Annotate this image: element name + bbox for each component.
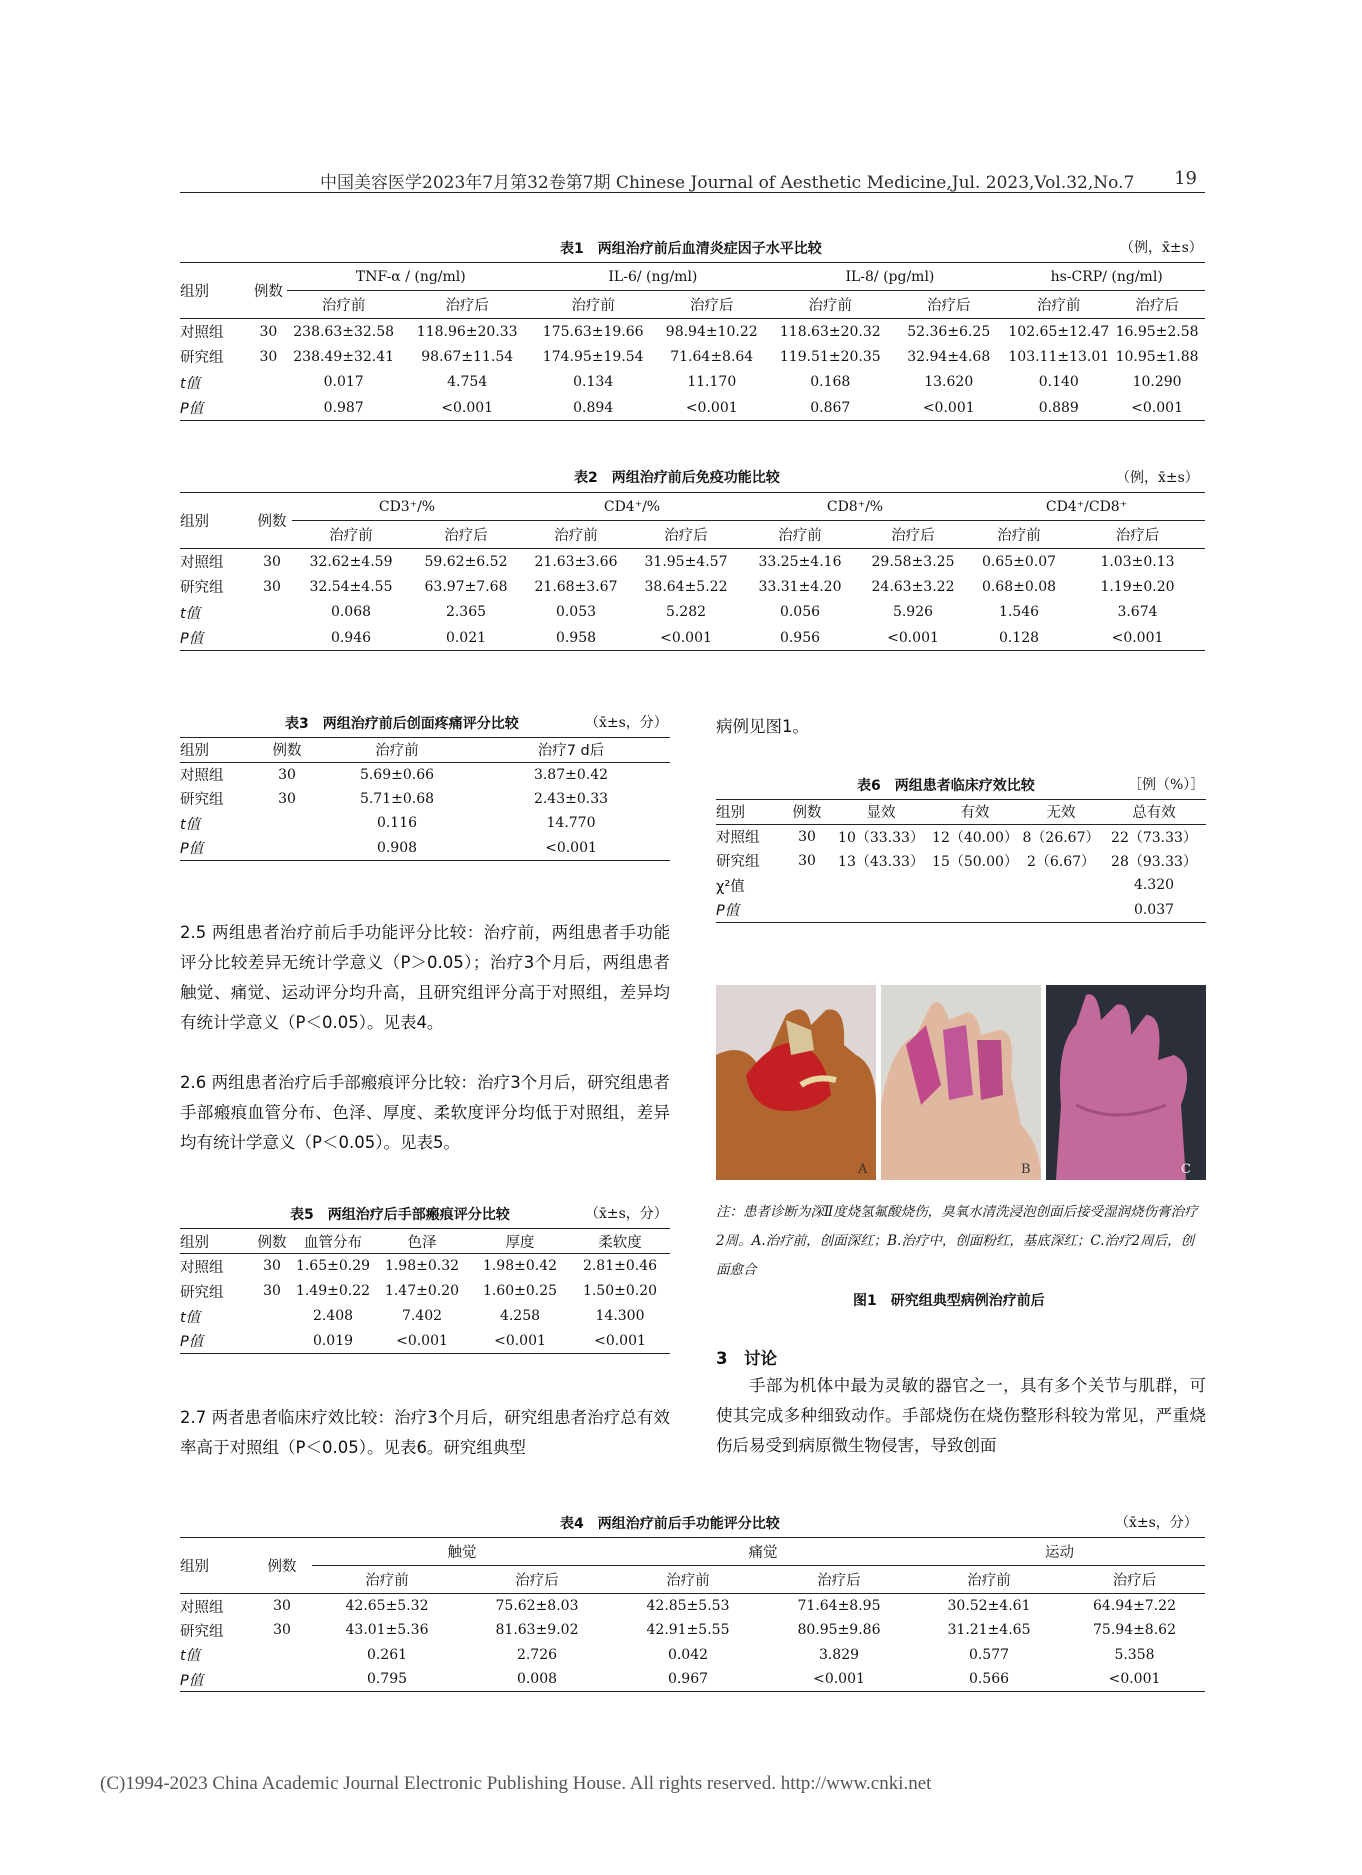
table4-cell: 31.21±4.65 (947, 1622, 1031, 1639)
table4-cell: 0.566 (968, 1671, 1010, 1687)
table3 (180, 737, 670, 861)
table2-header-n: 例数 (252, 493, 292, 549)
running-header (180, 168, 1205, 194)
table6-cell (930, 873, 1020, 898)
table4-cell: P值 (180, 1672, 204, 1689)
table4-cell: 5.358 (1114, 1646, 1155, 1663)
table1-cell: P值 (180, 401, 204, 417)
table5-cell: <0.001 (494, 1332, 546, 1349)
table5-cell: 30 (263, 1283, 281, 1299)
table1-cell: 98.94±10.22 (665, 323, 758, 340)
table-row (180, 1594, 1205, 1619)
table4-cell: 0.261 (366, 1646, 408, 1663)
figure-label-b: B (1021, 1162, 1031, 1177)
para-2-7-continued: 病例见图1。 (716, 717, 809, 736)
table-row (716, 824, 1206, 849)
table2-cell: 0.021 (445, 629, 487, 646)
table1-cell: 0.140 (1038, 374, 1079, 391)
table2-cell: 33.25±4.16 (758, 553, 842, 570)
page-number: 19 (1174, 168, 1197, 189)
table6-cell: 对照组 (716, 830, 760, 846)
table2-cell: t值 (180, 605, 201, 622)
table3-cell: 2.43±0.33 (533, 790, 609, 807)
table2-cell: P值 (180, 631, 204, 647)
table1-cell: 对照组 (180, 325, 224, 341)
table5-cell (252, 1304, 292, 1329)
table2-cell: 0.956 (779, 629, 821, 646)
table1-cell: 175.63±19.66 (542, 323, 644, 340)
table2-cell: 0.946 (330, 629, 372, 646)
table5-cell: 2.408 (312, 1308, 354, 1324)
table2-cell: 0.056 (779, 604, 821, 621)
table6-cell: P值 (716, 903, 740, 919)
table6-header-cell: 组别 (716, 805, 745, 822)
table4-cell: 43.01±5.36 (345, 1622, 429, 1639)
table-row (180, 1618, 1205, 1643)
table4-cell: 30 (273, 1598, 291, 1614)
section-3-text: 手部为机体中最为灵敏的器官之一，具有多个关节与肌群，可使其完成多种细致动作。手部烧伤在烧伤整形科较为常见，严重烧伤后易受到病原微生物侵害，导致创面 (716, 1376, 1206, 1455)
table1-cell: 30 (259, 323, 278, 340)
table5-cell: <0.001 (594, 1332, 646, 1349)
table6-header-cell: 有效 (960, 805, 990, 822)
table2-cell: 0.053 (555, 604, 597, 621)
table2: 组别 例数 CD3⁺/% CD4⁺/% CD8⁺/% CD4⁺/CD8⁺ 治疗前 治疗后 治疗前 治疗后 治疗前 治疗后 治疗前 治疗后 对照组 30 32.62±4.59 59.62±6.52 21.63±3.66 31.95±4.57 33.25±4.16 29.58±3.25 0.65±0.07 1.03±0.13 研究组 30 32.54±4.55 63.97±7.68 21.68±3.67 38.64±5.22 33.31±4.20 24.63±3.22 0.68±0.08 1.19±0.20 t值 0.068 2.365 0.053 5.282 0.056 5.926 1.546 3.674 P值 0.946 0.021 0.958 <0.001 0.956 <0.001 0.128 <0.001 (180, 492, 1205, 651)
table-row (180, 1254, 670, 1279)
table-row (716, 849, 1206, 874)
table2-unit: （例，x̄±s） (1116, 470, 1199, 486)
table5-cell: <0.001 (396, 1332, 448, 1349)
table4-cell: <0.001 (1108, 1671, 1161, 1687)
table4-cell: 71.64±8.95 (797, 1598, 881, 1614)
table1-header-crp: hs-CRP/ (ng/ml) (1008, 263, 1205, 291)
table6-cell: 30 (798, 852, 816, 869)
table4-cell: 2.726 (516, 1646, 558, 1663)
table1-cell: 238.49±32.41 (293, 348, 395, 365)
table4-header-n: 例数 (252, 1538, 312, 1594)
table3-cell: 0.116 (376, 815, 418, 832)
table-row (180, 549, 1205, 575)
table-row (180, 625, 1205, 651)
table6-cell (1020, 873, 1102, 898)
table1-header-il6: IL-6/ (ng/ml) (534, 263, 771, 291)
table-row (180, 1329, 670, 1354)
table1-cell (249, 370, 287, 396)
table4-cell: 对照组 (180, 1599, 224, 1616)
table4-cell: 3.829 (818, 1646, 860, 1663)
table5-cell: 30 (263, 1258, 281, 1275)
table3-header-cell: 例数 (272, 743, 302, 760)
table6-cell: 4.320 (1133, 877, 1175, 894)
figure-photo-c (1046, 985, 1206, 1180)
figure-photo-a (716, 985, 876, 1180)
table4: 组别 例数 触觉 痛觉 运动 治疗前 治疗后 治疗前 治疗后 治疗前 治疗后 对照组 30 42.65±5.32 75.62±8.03 42.85±5.53 71.64±8.95 30.52±4.61 64.94±7.22 研究组 30 43.01±5.36 81.63±9.02 42.91±5.55 80.95±9.86 31.21±4.65 75.94±8.62 t值 0.261 2.726 0.042 3.829 0.577 5.358 P值 0.795 0.008 0.967 <0.001 0.566 <0.001 (180, 1537, 1205, 1692)
journal-title: 中国美容医学2023年7月第32卷第7期 Chinese Journal of Aesthetic Medicine,Jul. 2023,Vol.32,No.7 (320, 173, 1135, 193)
table3-header-cell: 组别 (180, 743, 209, 760)
table4-cell: 0.967 (667, 1671, 709, 1687)
table1-cell: 16.95±2.58 (1115, 323, 1199, 340)
table2-cell: 研究组 (180, 580, 224, 597)
table1-cell: 0.017 (323, 374, 364, 391)
table1-header-n: 例数 (249, 263, 287, 319)
table-row (180, 787, 670, 812)
table1-cell: 0.894 (573, 399, 614, 416)
table3-cell: P值 (180, 841, 204, 857)
table2-cell: 59.62±6.52 (424, 553, 508, 570)
table5-header-cell: 血管分布 (304, 1234, 362, 1251)
table1-cell (249, 395, 287, 421)
table1-cell: 71.64±8.64 (670, 348, 754, 365)
para-2-6: 2.6 两组患者治疗后手部瘢痕评分比较：治疗3个月后，研究组患者手部瘢痕血管分布、色泽、厚度、柔软度评分均低于对照组，差异均有统计学意义（P＜0.05）。见表5。 (180, 1073, 670, 1152)
table6-header-cell: 无效 (1046, 805, 1076, 822)
table3-cell: 5.71±0.68 (359, 790, 435, 807)
para-2-7: 2.7 两者患者临床疗效比较：治疗3个月后，研究组患者治疗总有效率高于对照组（P＜0.05）。见表6。研究组典型 (180, 1408, 670, 1457)
table6-cell: 10（33.33） (838, 829, 924, 846)
table6-cell: 13（43.33） (838, 853, 924, 870)
table-row (180, 600, 1205, 626)
table6-cell (832, 898, 930, 923)
table2-cell: 0.128 (998, 629, 1040, 646)
table2-cell: 63.97±7.68 (424, 578, 508, 595)
table1-cell: 98.67±11.54 (421, 348, 514, 365)
table6-cell: 15（50.00） (932, 853, 1018, 870)
table1-cell: 研究组 (180, 350, 224, 367)
table-row (180, 344, 1205, 370)
table5-cell: 2.81±0.46 (582, 1258, 658, 1275)
table2-cell: 32.54±4.55 (309, 578, 393, 595)
table1-unit: （例，x̄±s） (1120, 240, 1203, 256)
table1-cell: 174.95±19.54 (542, 348, 644, 365)
table2-cell: 24.63±3.22 (871, 578, 955, 595)
figure-label-c: C (1181, 1162, 1191, 1177)
table2-cell: 5.926 (892, 604, 934, 621)
table-row (180, 574, 1205, 600)
table2-header-cd4: CD4⁺/% (522, 493, 742, 521)
table2-cell: 1.546 (998, 604, 1040, 621)
table4-header-group: 组别 (180, 1538, 252, 1594)
table6 (716, 799, 1206, 923)
table1-cell: 0.134 (573, 374, 614, 391)
table6-header-cell: 显效 (866, 805, 896, 822)
table4-header-motor: 运动 (914, 1538, 1205, 1566)
table2-cell: 0.068 (330, 604, 372, 621)
table4-cell: 75.94±8.62 (1093, 1622, 1176, 1639)
table1-cell: 119.51±20.35 (779, 348, 881, 365)
table1-cell: 13.620 (924, 374, 974, 391)
table4-cell: 81.63±9.02 (495, 1622, 579, 1639)
table2-cell: 0.68±0.08 (981, 578, 1057, 595)
table1-cell: 0.867 (810, 399, 851, 416)
table-row (716, 898, 1206, 923)
table2-cell: 3.674 (1117, 604, 1158, 621)
table6-cell: 8（26.67） (1022, 829, 1100, 846)
table3-cell (252, 836, 322, 861)
table1-cell: t值 (180, 375, 201, 392)
table6-cell: 2（6.67） (1026, 853, 1096, 870)
table1-cell: 10.95±1.88 (1115, 348, 1199, 365)
table2-cell: 21.68±3.67 (534, 578, 618, 595)
table4-cell: 30.52±4.61 (947, 1598, 1031, 1614)
table1-cell: 32.94±4.68 (907, 348, 991, 365)
table1-header-group: 组别 (180, 263, 249, 319)
table6-cell: 研究组 (716, 854, 760, 871)
table2-cell (252, 625, 292, 651)
table6-cell (782, 898, 832, 923)
figure-note: 注：患者诊断为深Ⅱ度烧氢氟酸烧伤，臭氧水清洗浸泡创面后接受湿润烧伤膏治疗2周。A.治疗前，创面深红；B.治疗中，创面粉红，基底深红；C.治疗2周后，创面愈合 (716, 1204, 1198, 1278)
table6-cell: 30 (798, 828, 816, 845)
table1-cell: 118.96±20.33 (416, 323, 518, 340)
table2-header-ratio: CD4⁺/CD8⁺ (968, 493, 1205, 521)
table6-header-cell: 例数 (792, 805, 822, 822)
table5-cell: 1.60±0.25 (482, 1283, 558, 1299)
table5-cell: 对照组 (180, 1259, 224, 1276)
table5-header-cell: 例数 (257, 1234, 287, 1251)
table-row (180, 1643, 1205, 1668)
table1-cell: 0.889 (1038, 399, 1079, 416)
table2-header-group: 组别 (180, 493, 252, 549)
table1-cell: 238.63±32.58 (293, 323, 395, 340)
table2-cell: <0.001 (887, 629, 939, 646)
table3-cell: 5.69±0.66 (359, 766, 435, 783)
table2-cell: 0.65±0.07 (981, 553, 1057, 570)
figure-photo-b (881, 985, 1041, 1180)
figure-label-a: A (858, 1162, 868, 1177)
table2-header-cd8: CD8⁺/% (742, 493, 968, 521)
table1-header-il8: IL-8/ (pg/ml) (771, 263, 1008, 291)
table4-cell: 0.795 (366, 1671, 408, 1687)
table-row (180, 836, 670, 861)
table4-cell (252, 1643, 312, 1668)
table4-cell: 42.91±5.55 (646, 1622, 730, 1639)
table2-cell (252, 600, 292, 626)
table1-cell: 10.290 (1132, 374, 1182, 391)
table6-cell: 12（40.00） (932, 829, 1018, 846)
table2-cell: 32.62±4.59 (309, 553, 393, 570)
table-row (180, 1304, 670, 1329)
table1-cell: 0.168 (810, 374, 851, 391)
table6-header-cell: 总有效 (1132, 805, 1176, 822)
table2-cell: 30 (263, 578, 281, 595)
table5-cell: 1.49±0.22 (295, 1283, 371, 1299)
table2-cell: <0.001 (1111, 629, 1164, 646)
table4-cell: 80.95±9.86 (797, 1622, 881, 1639)
table1-cell: 103.11±13.01 (1008, 348, 1110, 365)
table3-cell: 对照组 (180, 768, 224, 784)
table1-header-tnf: TNF-α / (ng/ml) (287, 263, 534, 291)
table5-cell: 1.47±0.20 (384, 1283, 460, 1299)
table1-cell: <0.001 (922, 399, 975, 416)
table5-cell (252, 1329, 292, 1354)
table2-cell: 对照组 (180, 555, 224, 571)
table6-cell: χ²值 (716, 878, 745, 895)
table5-caption: 表5 两组治疗后手部瘢痕评分比较 (290, 1207, 510, 1223)
table2-cell: <0.001 (660, 629, 712, 646)
table2-caption: 表2 两组治疗前后免疫功能比较 (574, 470, 780, 486)
table3-header-cell: 治疗前 (375, 743, 419, 760)
table3-cell: 3.87±0.42 (533, 766, 609, 783)
table1-cell: <0.001 (441, 399, 494, 416)
table-row (180, 762, 670, 787)
table1-cell: <0.001 (1131, 399, 1183, 416)
table6-caption: 表6 两组患者临床疗效比较 (857, 778, 1035, 794)
table3-caption: 表3 两组治疗前后创面疼痛评分比较 (285, 716, 519, 732)
table4-cell: 42.85±5.53 (646, 1598, 730, 1614)
table6-cell: 28（93.33） (1111, 853, 1197, 870)
copyright-footer: (C)1994-2023 China Academic Journal Electronic Publishing House. All rights reserved. http://www.cnki.net (100, 1773, 932, 1794)
table5-header-cell: 厚度 (505, 1234, 535, 1251)
table5-cell: 0.019 (312, 1332, 354, 1349)
table4-caption: 表4 两组治疗前后手功能评分比较 (560, 1516, 780, 1532)
table5-cell: 1.98±0.32 (384, 1258, 460, 1275)
table2-cell: 33.31±4.20 (758, 578, 842, 595)
table5-unit: （x̄±s，分） (585, 1206, 668, 1222)
table3-cell: 30 (278, 790, 296, 807)
table4-cell: 30 (273, 1622, 291, 1639)
table2-cell: 21.63±3.66 (534, 553, 618, 570)
table-row (180, 1667, 1205, 1692)
table6-cell (782, 873, 832, 898)
table1: 组别 例数 TNF-α / (ng/ml) IL-6/ (ng/ml) IL-8/ (pg/ml) hs-CRP/ (ng/ml) 治疗前 治疗后 治疗前 治疗后 治疗前 治疗后 治疗前 治疗后 对照组 30 238.63±32.58 118.96±20.33 175.63±19.66 98.94±10.22 118.63±20.32 52.36±6.25 102.65±12.47 16.95±2.58 研究组 30 238.49±32.41 98.67±11.54 174.95±19.54 71.64±8.64 119.51±20.35 32.94±4.68 103.11±13.01 10.95±1.88 t值 0.017 4.754 0.134 11.170 0.168 13.620 0.140 10.290 P值 0.987 <0.001 0.894 <0.001 0.867 <0.001 0.889 <0.001 (180, 262, 1205, 421)
figure-caption: 图1 研究组典型病例治疗前后 (853, 1293, 1045, 1309)
table5-cell: 1.98±0.42 (482, 1258, 558, 1275)
table1-cell: 102.65±12.47 (1008, 323, 1110, 340)
table5-cell: P值 (180, 1334, 204, 1351)
table2-cell: 31.95±4.57 (644, 553, 728, 570)
table2-cell: 5.282 (665, 604, 707, 621)
table1-cell: 118.63±20.32 (779, 323, 881, 340)
table3-unit: （x̄±s，分） (585, 715, 668, 731)
table4-cell: 75.62±8.03 (495, 1598, 579, 1614)
table2-cell: 30 (263, 553, 281, 570)
table1-cell: 11.170 (687, 374, 737, 391)
table6-cell: 0.037 (1133, 901, 1175, 918)
table4-cell: 0.008 (516, 1671, 558, 1687)
table3-cell: 研究组 (180, 792, 224, 809)
table2-cell: 38.64±5.22 (644, 578, 728, 595)
table2-cell: 1.19±0.20 (1100, 578, 1175, 595)
table-row (180, 370, 1205, 396)
table4-cell: 0.042 (667, 1646, 709, 1663)
table2-header-cd3: CD3⁺/% (292, 493, 522, 521)
table4-header-touch: 触觉 (312, 1538, 612, 1566)
table3-cell: 30 (278, 766, 296, 783)
table-row (716, 873, 1206, 898)
table-row (180, 811, 670, 836)
table4-header-pain: 痛觉 (612, 1538, 914, 1566)
header-rule (180, 192, 1205, 193)
table5-cell: 研究组 (180, 1284, 224, 1301)
table6-cell (832, 873, 930, 898)
table5 (180, 1228, 670, 1354)
table3-header-cell: 治疗7 d后 (537, 743, 605, 760)
table1-caption: 表1 两组治疗前后血清炎症因子水平比较 (560, 241, 822, 257)
table6-cell: 22（73.33） (1111, 829, 1197, 846)
table4-cell (252, 1667, 312, 1692)
table3-cell: t值 (180, 816, 201, 833)
table4-cell: 0.577 (968, 1646, 1010, 1663)
table4-cell: <0.001 (813, 1671, 865, 1687)
table5-cell: 7.402 (401, 1308, 443, 1324)
table4-cell: 42.65±5.32 (345, 1598, 429, 1614)
table1-cell: 0.987 (323, 399, 364, 416)
table1-cell: <0.001 (685, 399, 738, 416)
table1-cell: 52.36±6.25 (907, 323, 991, 340)
table4-unit: （x̄±s，分） (1115, 1515, 1198, 1531)
table5-header-cell: 组别 (180, 1234, 209, 1251)
table2-cell: 2.365 (445, 604, 487, 621)
table5-cell: 1.50±0.20 (582, 1283, 658, 1299)
table5-cell: t值 (180, 1309, 201, 1326)
table1-cell: 4.754 (447, 374, 488, 391)
table2-cell: 29.58±3.25 (871, 553, 955, 570)
table5-cell: 14.300 (595, 1308, 645, 1324)
para-2-5: 2.5 两组患者治疗前后手功能评分比较：治疗前，两组患者手功能评分比较差异无统计学意义（P＞0.05）；治疗3个月后，两组患者触觉、痛觉、运动评分均升高，且研究组评分高于对照组，差异均有统计学意义（P＜0.05）。见表4。 (180, 923, 670, 1032)
table3-cell: 14.770 (546, 815, 596, 832)
table6-cell (930, 898, 1020, 923)
table3-cell (252, 811, 322, 836)
table5-header-cell: 色泽 (407, 1234, 437, 1251)
table4-cell: t值 (180, 1648, 201, 1665)
table-row (180, 1279, 670, 1304)
table3-cell: <0.001 (545, 839, 597, 856)
table-row (180, 395, 1205, 421)
section-3-title: 3 讨论 (716, 1349, 777, 1368)
table3-cell: 0.908 (376, 839, 418, 856)
table1-cell: 30 (259, 348, 278, 365)
table-row (180, 319, 1205, 345)
table5-cell: 1.65±0.29 (295, 1258, 371, 1275)
table4-cell: 研究组 (180, 1623, 224, 1640)
table4-cell: 64.94±7.22 (1093, 1598, 1176, 1614)
table5-header-cell: 柔软度 (598, 1234, 642, 1251)
table2-cell: 1.03±0.13 (1100, 553, 1175, 570)
table6-unit: ［例（%）］ (1128, 777, 1205, 793)
table6-cell (1020, 898, 1102, 923)
table5-cell: 4.258 (499, 1308, 541, 1324)
table2-cell: 0.958 (555, 629, 597, 646)
